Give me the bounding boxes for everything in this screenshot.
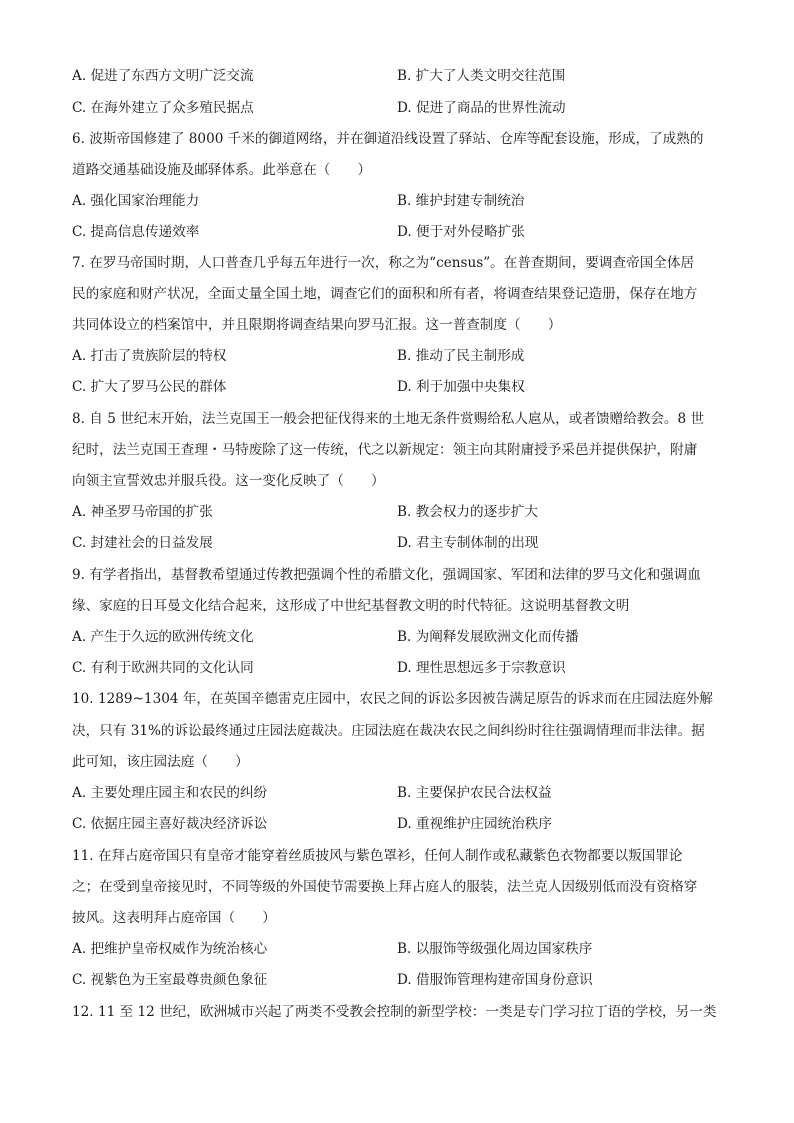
q9-option-a: A. 产生于久远的欧洲传统文化: [72, 629, 254, 645]
q11-stem-line-2: 之；在受到皇帝接见时，不同等级的外国使节需要换上拜占庭人的服装，法兰克人因级别低而没有资格穿: [72, 879, 698, 895]
q11-option-a: A. 把维护皇帝权威作为统治核心: [72, 941, 268, 957]
q6-option-d: D. 便于对外侵略扩张: [397, 224, 525, 240]
q10-stem-line-1: 10. 1289~1304 年，在英国辛德雷克庄园中，农民之间的诉讼多因被告满足原告的诉求而在庄园法庭外解: [72, 691, 713, 707]
q11-stem-line-1: 11. 在拜占庭帝国只有皇帝才能穿着丝质披风与紫色罩衫，任何人制作或私藏紫色衣物都要以叛国罪论: [72, 848, 683, 864]
q12-stem-line-1: 12. 11 至 12 世纪，欧洲城市兴起了两类不受教会控制的新型学校：一类是专门学习拉丁语的学校，另一类: [72, 1004, 717, 1020]
q10-stem-line-3: 此可知，该庄园法庭（ ）: [72, 754, 249, 770]
q9-option-c: C. 有利于欧洲共同的文化认同: [72, 660, 254, 676]
q7-option-a: A. 打击了贵族阶层的特权: [72, 348, 227, 364]
q11-option-d: D. 借服饰管理构建帝国身份意识: [397, 972, 593, 988]
q8-option-b: B. 教会权力的逐步扩大: [397, 504, 538, 520]
q7-option-c: C. 扩大了罗马公民的群体: [72, 379, 227, 395]
q5-option-c: C. 在海外建立了众多殖民据点: [72, 100, 254, 116]
q5-option-a: A. 促进了东西方文明广泛交流: [72, 68, 254, 84]
q5-option-b: B. 扩大了人类文明交往范围: [397, 68, 566, 84]
q10-option-c: C. 依据庄园主喜好裁决经济诉讼: [72, 816, 268, 832]
q6-option-a: A. 强化国家治理能力: [72, 193, 200, 209]
q11-option-c: C. 视紫色为王室最尊贵颜色象征: [72, 972, 268, 988]
q9-stem-line-2: 缘、家庭的日耳曼文化结合起来，这形成了中世纪基督教文明的时代特征。这说明基督教文明: [72, 598, 630, 614]
q9-option-b: B. 为阐释发展欧洲文化而传播: [397, 629, 579, 645]
q8-option-c: C. 封建社会的日益发展: [72, 535, 213, 551]
q11-stem-line-3: 披风。这表明拜占庭帝国（ ）: [72, 910, 276, 926]
q10-option-a: A. 主要处理庄园主和农民的纠纷: [72, 785, 268, 801]
q7-option-b: B. 推动了民主制形成: [397, 348, 525, 364]
q6-stem-line-2: 道路交通基础设施及邮驿体系。此举意在（ ）: [72, 162, 372, 178]
q7-option-d: D. 利于加强中央集权: [397, 379, 525, 395]
q10-option-b: B. 主要保护农民合法权益: [397, 785, 552, 801]
q9-option-d: D. 理性思想远多于宗教意识: [397, 660, 566, 676]
q6-option-c: C. 提高信息传递效率: [72, 224, 200, 240]
q8-stem-line-3: 向领主宣誓效忠并服兵役。这一变化反映了（ ）: [72, 473, 385, 489]
q8-option-a: A. 神圣罗马帝国的扩张: [72, 504, 213, 520]
q11-option-b: B. 以服饰等级强化周边国家秩序: [397, 941, 593, 957]
q8-stem-line-1: 8. 自 5 世纪末开始，法兰克国王一般会把征伐得来的土地无条件赏赐给私人扈从，或者馈赠给教会。8 世: [72, 411, 705, 427]
q10-option-d: D. 重视维护庄园统治秩序: [397, 816, 552, 832]
q6-option-b: B. 维护封建专制统治: [397, 193, 525, 209]
q10-stem-line-2: 决，只有 31%的诉讼最终通过庄园法庭裁决。庄园法庭在裁决农民之间纠纷时往往强调情理而非法律。据: [72, 723, 705, 739]
q8-option-d: D. 君主专制体制的出现: [397, 535, 539, 551]
q6-stem-line-1: 6. 波斯帝国修建了 8000 千米的御道网络，并在御道沿线设置了驿站、仓库等配套设施，形成，了成熟的: [72, 131, 704, 147]
q7-stem-line-3: 共同体设立的档案馆中，并且限期将调查结果向罗马汇报。这一普查制度（ ）: [72, 317, 562, 333]
q5-option-d: D. 促进了商品的世界性流动: [397, 100, 566, 116]
q7-stem-line-2: 民的家庭和财产状况，全面丈量全国土地，调查它们的面积和所有者，将调查结果登记造册，保存在地方: [72, 286, 698, 302]
q9-stem-line-1: 9. 有学者指出，基督教希望通过传教把强调个性的希腊文化，强调国家、军团和法律的罗马文化和强调血: [72, 567, 702, 583]
q7-stem-line-1: 7. 在罗马帝国时期，人口普查几乎每五年进行一次，称之为“census”。在普查期间，要调查帝国全体居: [72, 255, 695, 271]
q8-stem-line-2: 纪时，法兰克国王查理・马特废除了这一传统，代之以新规定：领主向其附庸授予采邑并提供保护，附庸: [72, 442, 698, 458]
